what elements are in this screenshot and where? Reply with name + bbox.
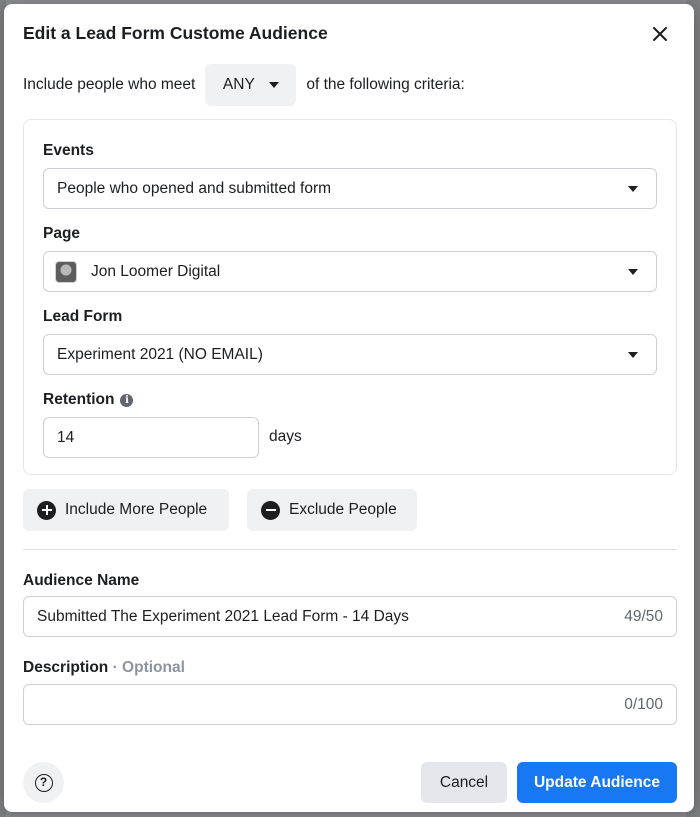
edit-audience-dialog <box>4 4 694 812</box>
description-label-text: Description <box>23 659 109 676</box>
page-dropdown[interactable] <box>43 251 657 292</box>
update-audience-button[interactable]: Update Audience <box>517 762 677 803</box>
caret-down-icon <box>628 269 638 275</box>
audience-name-input[interactable] <box>23 596 677 637</box>
caret-down-icon <box>628 352 638 358</box>
events-value: People who opened and submitted form <box>57 179 332 197</box>
exclude-people-button[interactable] <box>247 489 417 531</box>
caret-down-icon <box>628 186 638 192</box>
criteria-prefix: Include people who meet <box>23 76 196 93</box>
audience-name-counter: 49/50 <box>624 608 663 625</box>
retention-unit: days <box>269 428 302 445</box>
retention-days-input[interactable] <box>43 417 259 458</box>
criteria-suffix: of the following criteria: <box>306 76 465 93</box>
description-input[interactable] <box>23 684 677 725</box>
lead-form-value: Experiment 2021 (NO EMAIL) <box>57 345 263 363</box>
include-more-people-button[interactable] <box>23 489 229 531</box>
close-icon[interactable] <box>650 24 670 44</box>
include-more-label: Include More People <box>65 501 208 518</box>
criteria-panel <box>23 119 677 475</box>
info-icon[interactable]: i <box>120 394 133 407</box>
match-type-dropdown[interactable] <box>205 64 296 106</box>
events-label: Events <box>43 142 94 159</box>
dialog-title: Edit a Lead Form Custome Audience <box>23 23 328 43</box>
exclude-label: Exclude People <box>289 501 397 518</box>
retention-label-text: Retention <box>43 391 115 408</box>
description-counter: 0/100 <box>624 696 663 713</box>
plus-circle-icon <box>37 501 56 520</box>
criteria-row <box>23 64 465 106</box>
description-label <box>23 659 185 677</box>
minus-circle-icon <box>261 501 280 520</box>
lead-form-label: Lead Form <box>43 308 123 325</box>
page-avatar <box>55 261 77 283</box>
optional-tag: · Optional <box>112 659 185 676</box>
caret-down-icon <box>269 82 279 88</box>
section-divider <box>23 549 677 550</box>
page-value: Jon Loomer Digital <box>91 262 221 280</box>
page-label: Page <box>43 225 81 242</box>
question-icon: ? <box>35 774 53 792</box>
retention-label <box>43 391 133 409</box>
audience-name-value: Submitted The Experiment 2021 Lead Form - 14 Days <box>37 607 409 625</box>
events-dropdown[interactable] <box>43 168 657 209</box>
cancel-button[interactable]: Cancel <box>421 762 507 803</box>
lead-form-dropdown[interactable] <box>43 334 657 375</box>
help-button[interactable] <box>23 762 64 803</box>
audience-name-label: Audience Name <box>23 572 140 589</box>
match-type-value: ANY <box>222 76 255 93</box>
